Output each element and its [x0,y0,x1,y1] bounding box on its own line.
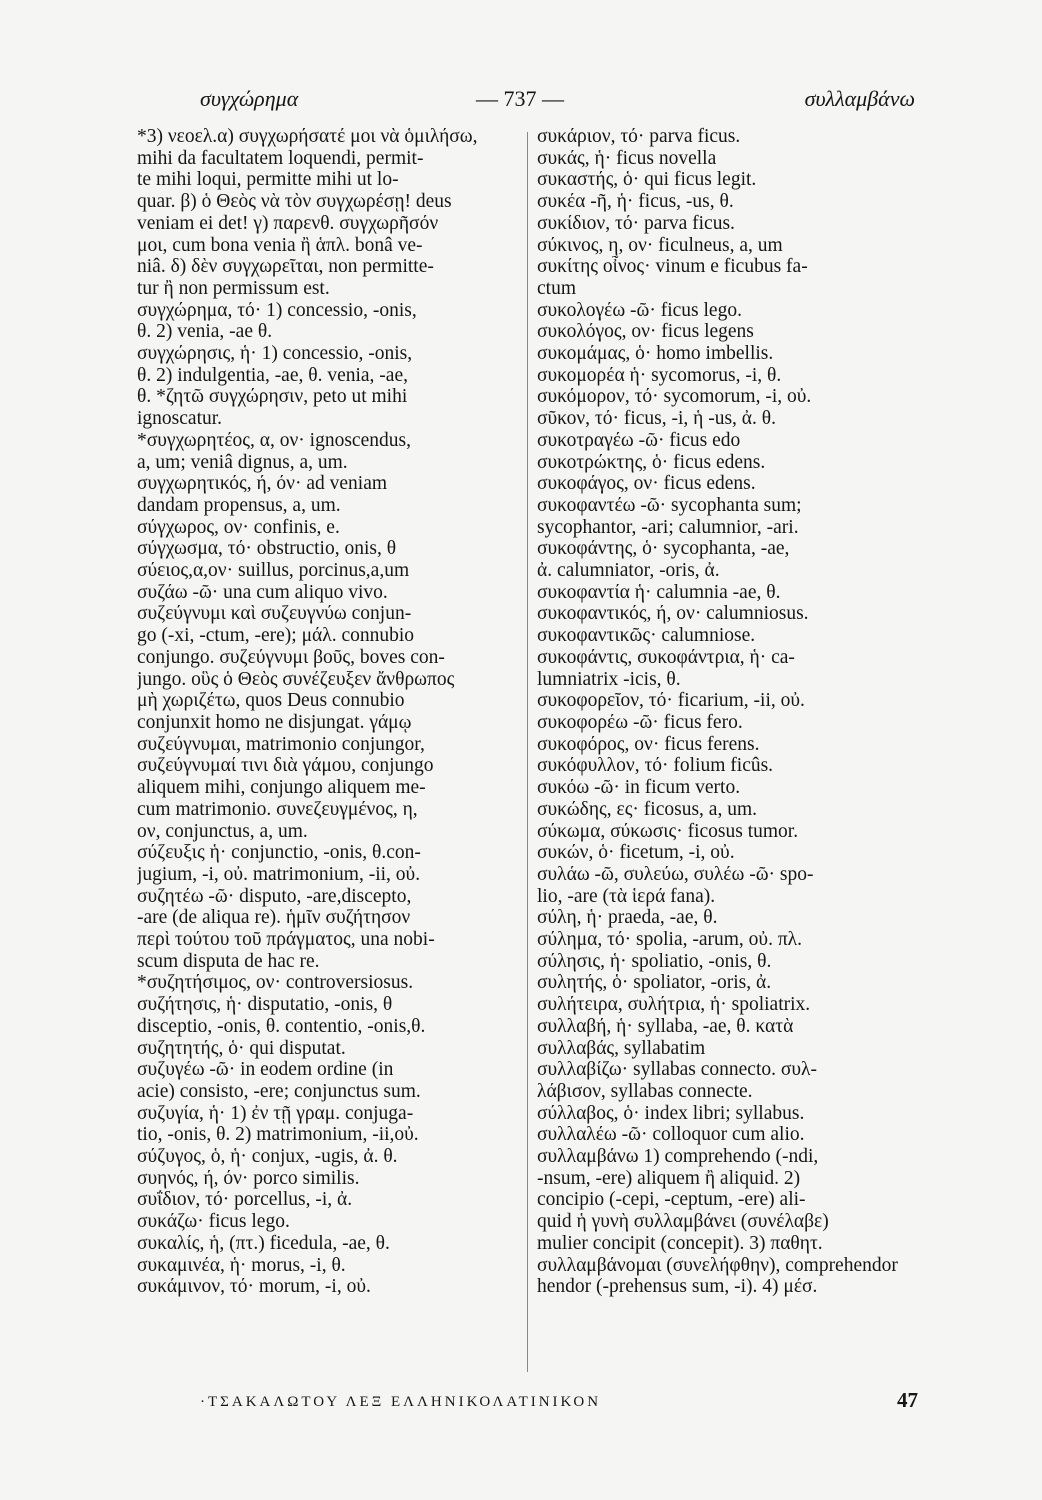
entry-line: σύλλαβος, ὁ· index libri; syllabus. [537,1102,805,1124]
entry-line: lio, -are (τὰ ἱερά fana). [537,885,716,907]
entry-line: συκοφορεῖον, τό· ficarium, -ii, οὐ. [537,690,805,712]
header-first-headword: συγχώρημα [200,86,299,111]
entry-line: συκοφάντης, ὁ· sycophanta, -ae, [537,538,790,560]
entry-line: συλάω -ῶ, συλεύω, συλέω -ῶ· spo- [537,863,814,885]
entry-line: συκέα -ῆ, ἡ· ficus, -us, θ. [537,191,734,213]
entry-line: te mihi loqui, permitte mihi ut lo- [137,169,399,191]
entry-line: niâ. δ) δὲν συγχωρεῖται, non permitte- [137,256,434,278]
entry-line: συκαμινέα, ἡ· morus, -i, θ. [137,1254,346,1276]
entry-line: ον, conjunctus, a, um. [137,820,308,842]
entry-line: συκάμινον, τό· morum, -i, οὐ. [137,1276,371,1298]
entry-line: συκάς, ἡ· ficus novella [537,147,717,169]
entry-line: συκοτρώκτης, ὁ· ficus edens. [537,451,766,473]
page-header [200,86,915,122]
entry-line: hendor (-prehensus sum, -i). 4) μέσ. [537,1276,818,1298]
entry-line: *3) νεοελ.α) συγχωρήσατέ μοι νὰ ὁμιλήσω, [137,126,478,147]
entry-line: συκόμορον, τό· sycomorum, -i, οὐ. [537,386,812,408]
entry-line: go (-xi, -ctum, -ere); μάλ. connubio [137,625,415,647]
entry-line: disceptio, -onis, θ. contentio, -onis,θ. [137,1015,426,1037]
entry-line: συλλαβίζω· syllabas connecto. συλ- [537,1059,817,1081]
entry-line: συκοφάντις, συκοφάντρια, ἡ· ca- [537,646,795,668]
entry-line: συλλαμβάνομαι (συνελήφθην), comprehendor [537,1254,898,1276]
entry-line: συζυγία, ἡ· 1) ἐν τῇ γραμ. conjuga- [137,1102,414,1124]
entry-line: jungo. οὓς ὁ Θεὸς συνέζευξεν ἄνθρωπος [137,668,455,690]
entry-line: συλήτειρα, συλήτρια, ἡ· spoliatrix. [537,994,811,1016]
entry-line: συκοφαντέω -ῶ· sycophanta sum; [537,494,802,516]
entry-line: sycophantor, -ari; calumnior, -ari. [537,516,799,538]
entry-line: θ. *ζητῶ συγχώρησιν, peto ut mihi [137,386,408,408]
entry-line: θ. 2) indulgentia, -ae, θ. venia, -ae, [137,364,408,386]
entry-line: συκομάμας, ὁ· homo imbellis. [537,343,774,365]
entry-line: mulier concipit (concepit). 3) παθητ. [537,1232,823,1254]
entry-line: συκοφάγος, ον· ficus edens. [537,473,756,495]
entry-line: σύζευξις ἡ· conjunctio, -onis, θ.con- [137,842,421,864]
entry-line: acie) consisto, -ere; conjunctus sum. [137,1080,421,1102]
entry-line: σύγχωσμα, τό· obstructio, onis, θ [137,538,397,560]
entry-line: συκομορέα ἡ· sycomorus, -i, θ. [537,364,782,386]
entry-line: συλητής, ὁ· spoliator, -oris, ἀ. [537,972,772,994]
entry-line: συλλαμβάνω 1) comprehendo (-ndi, [537,1146,819,1168]
entry-line: a, um; veniâ dignus, a, um. [137,451,348,473]
entry-line: cum matrimonio. συνεζευγμένος, η, [137,798,418,820]
entry-line: συκάριον, τό· parva ficus. [537,126,741,147]
entry-line: συκοφαντία ἡ· calumnia -ae, θ. [537,581,781,603]
entry-line: μὴ χωριζέτω, quos Deus connubio [137,690,405,712]
entry-line: συκοτραγέω -ῶ· ficus edo [537,429,741,451]
entry-line: *συζητήσιμος, ον· controversiosus. [137,972,414,994]
entry-line: συλλαλέω -ῶ· colloquor cum alio. [537,1124,805,1146]
left-column [137,126,519,1348]
entry-line: συκώδης, ες· ficosus, a, um. [537,798,757,820]
entry-line: veniam ei det! γ) παρενθ. συγχωρῆσόν [137,212,439,234]
entry-line: συκόφυλλον, τό· folium ficûs. [537,755,774,777]
entry-line: συκών, ὁ· ficetum, -i, οὐ. [537,842,735,864]
entry-line: θ. 2) venia, -ae θ. [137,321,273,343]
entry-line: quar. β) ὁ Θεὸς νὰ τὸν συγχωρέσῃ! deus [137,191,452,213]
entry-line: ἀ. calumniator, -oris, ἀ. [537,560,720,582]
entry-line: συκίτης οἶνος· vinum e ficubus fa- [537,256,808,278]
page-footer [200,1390,918,1420]
column-divider [527,132,528,1372]
entry-line: συκολογέω -ῶ· ficus lego. [537,299,742,321]
entry-line: συκαλίς, ἡ, (πτ.) ficedula, -ae, θ. [137,1232,390,1254]
entry-line: μοι, cum bona venia ἢ ἁπλ. bonâ ve- [137,234,423,256]
page-number: — 737 — [476,86,564,111]
entry-line: συκοφαντικός, ή, ον· calumniosus. [537,603,809,625]
header-last-headword: συλλαμβάνω [804,86,915,111]
entry-line: συκόω -ῶ· in ficum verto. [537,777,741,799]
entry-line: dandam propensus, a, um. [137,494,341,516]
entry-line: tio, -onis, θ. 2) matrimonium, -ii,οὐ. [137,1124,419,1146]
entry-line: jugium, -i, οὐ. matrimonium, -ii, οὐ. [137,863,421,885]
entry-line: συκίδιον, τό· parva ficus. [537,212,735,234]
entry-line: σύειος,α,ον· suillus, porcinus,a,um [137,560,410,582]
entry-line: συζεύγνυμι καὶ συζευγνύω conjun- [137,603,412,625]
entry-line: συγχωρητικός, ή, όν· ad veniam [137,473,388,495]
entry-line: συκοφαντικῶς· calumniose. [537,625,756,647]
entry-line: σύλη, ἡ· praeda, -ae, θ. [537,907,718,929]
entry-line: σύκωμα, σύκωσις· ficosus tumor. [537,820,799,842]
entry-line: σύλημα, τό· spolia, -arum, οὐ. πλ. [537,929,802,951]
right-column [537,126,917,1348]
entry-line: conjungo. συζεύγνυμι βοῦς, boves con- [137,646,445,668]
entry-line: σῦκον, τό· ficus, -i, ἡ -us, ἀ. θ. [537,408,776,430]
entry-line: scum disputa de hac re. [137,950,320,972]
entry-line: συκοφορέω -ῶ· ficus fero. [537,711,743,733]
entry-line: *συγχωρητέος, α, ον· ignoscendus, [137,429,411,451]
entry-line: συκολόγος, ον· ficus legens [537,321,754,343]
entry-line: λάβισον, syllabas connecte. [537,1080,753,1102]
entry-line: tur ἢ non permissum est. [137,277,330,299]
entry-line: συκάζω· ficus lego. [137,1211,290,1233]
entry-line: -are (de aliqua re). ἡμῖν συζήτησον [137,907,411,929]
entry-line: συζητέω -ῶ· disputo, -are,discepto, [137,885,412,907]
entry-line: συζάω -ῶ· una cum aliquo vivo. [137,581,388,603]
entry-line: συΐδιον, τό· porcellus, -i, ἀ. [137,1189,353,1211]
footer-signature: ·ΤΣΑΚΑΛΩΤΟΥ ΛΕΞ ΕΛΛΗΝΙΚΟΛΑΤΙΝΙΚΟΝ [200,1394,602,1410]
entry-line: σύκινος, η, ον· ficulneus, a, um [537,234,783,256]
sheet-number: 47 [897,1388,918,1412]
entry-line: συκαστής, ὁ· qui ficus legit. [537,169,757,191]
entry-line: περὶ τούτου τοῦ πράγματος, una nobi- [137,929,435,951]
entry-line: συζήτησις, ἡ· disputatio, -onis, θ [137,994,393,1016]
entry-line: συκοφόρος, ον· ficus ferens. [537,733,760,755]
entry-line: ignoscatur. [137,408,223,430]
entry-line: concipio (-cepi, -ceptum, -ere) ali- [537,1189,806,1211]
entry-line: συγχώρημα, τό· 1) concessio, -onis, [137,299,417,321]
entry-line: συζητητής, ὁ· qui disputat. [137,1037,346,1059]
entry-line: συγχώρησις, ἡ· 1) concessio, -onis, [137,343,413,365]
entry-line: aliquem mihi, conjungo aliquem me- [137,777,426,799]
entry-line: ctum [537,277,576,299]
entry-line: mihi da facultatem loquendi, permit- [137,147,424,169]
entry-line: συζεύγνυμαι, matrimonio conjungor, [137,733,425,755]
entry-line: quid ἡ γυνὴ συλλαμβάνει (συνέλαβε) [537,1211,829,1233]
entry-line: συλλαβάς, syllabatim [537,1037,706,1059]
entry-line: conjunxit homo ne disjungat. γάμῳ [137,711,412,733]
entry-line: lumniatrix -icis, θ. [537,668,681,690]
entry-line: σύζυγος, ὁ, ἡ· conjux, -ugis, ἀ. θ. [137,1146,398,1168]
entry-line: σύλησις, ἡ· spoliatio, -onis, θ. [537,950,772,972]
entry-line: -nsum, -ere) aliquem ἢ aliquid. 2) [537,1167,801,1189]
entry-line: συζεύγνυμαί τινι διὰ γάμου, conjungo [137,755,434,777]
entry-line: σύγχωρος, ον· confinis, e. [137,516,340,538]
entry-line: συλλαβή, ἡ· syllaba, -ae, θ. κατὰ [537,1015,794,1037]
entry-line: συηνός, ή, όν· porco similis. [137,1167,360,1189]
entry-line: συζυγέω -ῶ· in eodem ordine (in [137,1059,394,1081]
